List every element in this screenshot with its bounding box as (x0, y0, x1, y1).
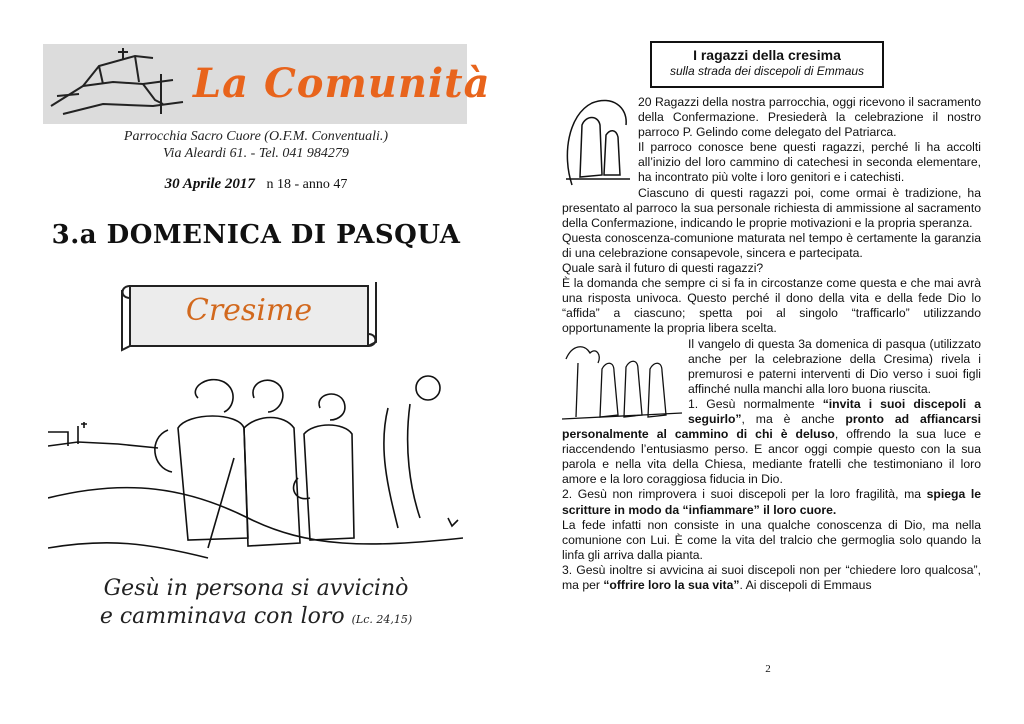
paragraph-text: 20 Ragazzi della nostra parrocchia, oggi ricevono il sacramento della Confermazione. Presiederà la celebrazione il nostro parroco P. Gelindo come delegato del Patriarca. (638, 95, 981, 140)
article-paragraph (562, 487, 981, 517)
right-page (512, 0, 1024, 724)
paragraph-text: Quale sarà il futuro di questi ragazzi? (562, 261, 764, 276)
issue-date: 30 Aprile 2017 (164, 176, 255, 192)
emphasis-text: “offrire loro la sua vita” (603, 578, 740, 592)
paragraph-text: Il parroco conosce bene questi ragazzi, perché li ha accolti all’inizio del loro cammino di catechesi in seconda elementare, ha incontrato più volte i loro genitori e i catechisti. (638, 140, 981, 185)
paragraph-text: Ciascuno di questi ragazzi poi, come ormai è tradizione, ha presentato al parroco la sua personale richiesta di ammissione al sacramento della Confermazione, indicando le proprie motivazioni e la propria speranza. (562, 185, 981, 230)
article-paragraph (562, 518, 981, 563)
paragraph-text: , offrendo la sua luce e riaccendendo l’entusiasmo perso. E ancor oggi compie questo con la sua parola e nella vita della Chiesa, mediante fratelli che testimoniano il loro amore e la loro coraggiosa fiducia in Dio. (562, 427, 981, 487)
praying-figure-icon (562, 95, 634, 187)
article-paragraph (562, 276, 981, 336)
paragraph-text: La fede infatti non consiste in una qualche conoscenza di Dio, ma nella comunione con Lui. È come la vita del tralcio che germoglia solo quando la linfa gli arriva dalla pianta. (562, 517, 981, 562)
paragraph-text: È la domanda che sempre ci si fa in circostanze come questa e che mai avrà una risposta univoca. Questo perché il dono della vita e della fede Dio lo “affida” a ciascuno; spetta poi al singolo “trafficarlo” utilizzando opportunamente la propria libera scelta. (562, 276, 981, 336)
masthead-title: La Comunità (193, 60, 491, 107)
quote-reference: (Lc. 24,15) (351, 613, 413, 626)
issue-number: n 18 - anno 47 (266, 177, 348, 192)
article-paragraph (562, 337, 981, 397)
quote-line-1: Gesù in persona si avvicinò (103, 576, 409, 601)
issue-info (0, 176, 512, 193)
paragraph-text: 1. Gesù normalmente (688, 396, 823, 411)
article-title: I ragazzi della cresima (693, 47, 841, 63)
paragraph-text: Il vangelo di questa 3a domenica di pasqua (utilizzato anche per la celebrazione della Cresima) rivela i premurosi e paterni interventi di Dio verso i suoi figli affinché nulla manchi alla loro buona riuscita. (688, 336, 981, 396)
article-paragraph (562, 261, 981, 276)
article-paragraph (562, 186, 981, 231)
article-paragraph (562, 231, 981, 261)
disciples-walking-icon (562, 339, 682, 421)
article-paragraph (562, 563, 981, 593)
article-subtitle: sulla strada dei discepoli di Emmaus (669, 64, 865, 78)
paragraph-text: 3. Gesù inoltre si avvicina ai suoi discepoli non per “chiedere loro qualcosa”, ma per (562, 562, 981, 592)
page-number: 2 (765, 663, 771, 675)
paragraph-text: , ma è anche (741, 411, 846, 426)
quote-line-2 (0, 604, 512, 629)
scroll-title: Cresime (185, 293, 313, 328)
paragraph-text: . Ai discepoli di Emmaus (739, 578, 872, 592)
paragraph-text: Questa conoscenza-comunione maturata nel tempo è certamente la garanzia di una celebrazione consapevole, sincera e partecipata. (562, 230, 981, 260)
emphasis-text: spiega le scritture in modo da “infiammare” il loro cuore. (562, 487, 981, 517)
emphasis-text: pronto ad affiancarsi personalmente al cammino di chi è deluso (562, 411, 981, 442)
emmaus-disciples-illustration (48, 368, 463, 568)
article-body (562, 95, 981, 593)
emphasis-text: “invita i suoi discepoli a seguirlo” (688, 396, 982, 426)
quote-line-2-text: e camminava con loro (99, 604, 345, 629)
parish-name: Parrocchia Sacro Cuore (O.F.M. Conventuali.) (123, 129, 389, 144)
paragraph-text: 2. Gesù non rimprovera i suoi discepoli per la loro fragilità, ma (562, 487, 927, 502)
parish-address: Via Aleardi 61. - Tel. 041 984279 (163, 146, 349, 161)
article-title-box (650, 41, 884, 88)
sunday-title: 3.a DOMENICA DI PASQUA (51, 220, 461, 250)
